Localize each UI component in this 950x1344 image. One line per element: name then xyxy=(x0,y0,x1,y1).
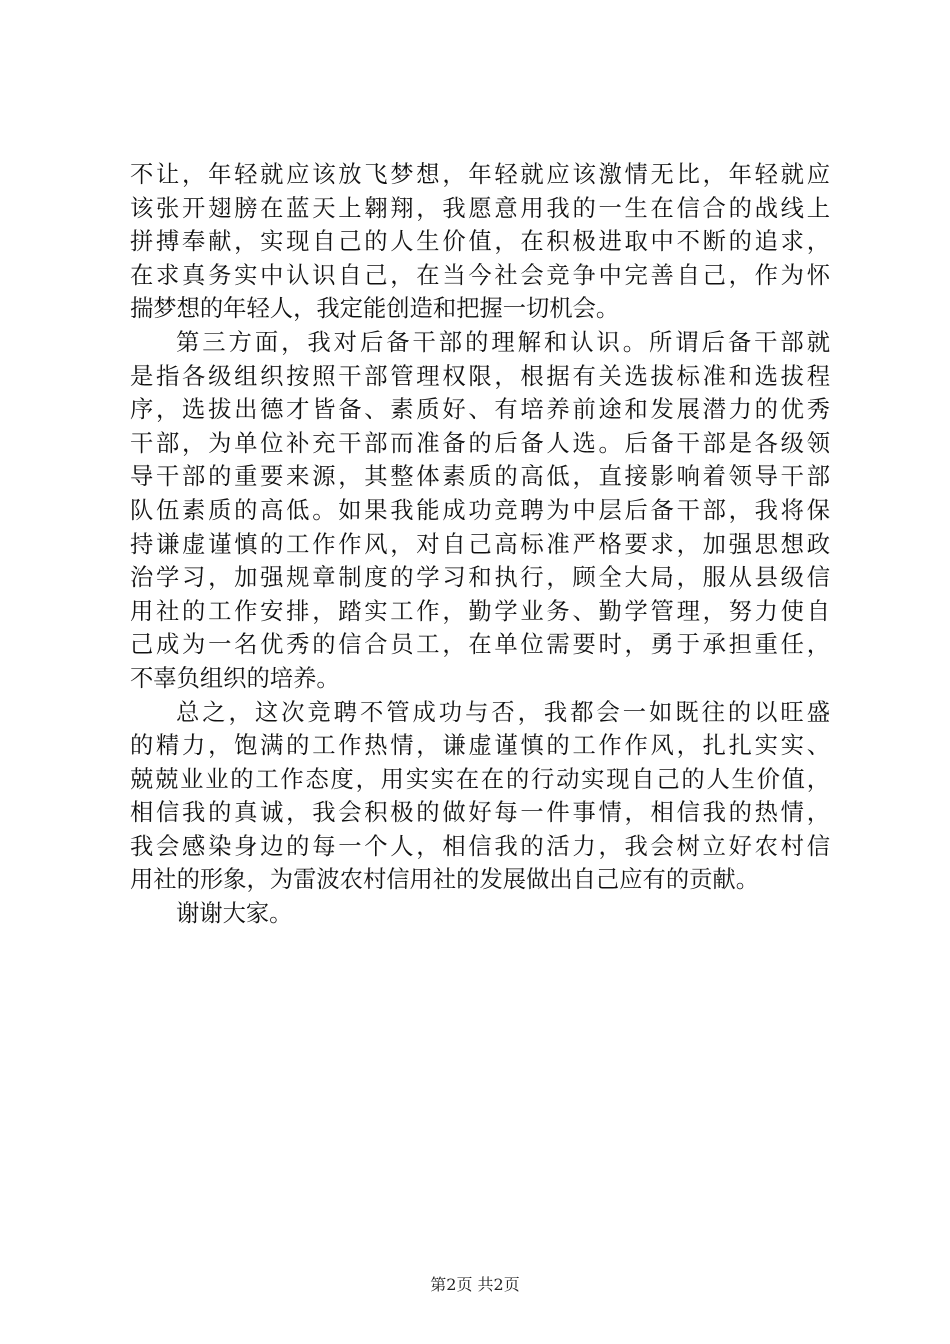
paragraph-start: 总之，这次竞聘不管成功与否，我都会一如既往的以旺盛 xyxy=(176,698,830,726)
page-footer: 第2页 共2页 xyxy=(430,1275,520,1294)
text-line: 兢兢业业的工作态度，用实实在在的行动实现自己的人生价值， xyxy=(130,765,830,793)
text-line: 该张开翅膀在蓝天上翱翔，我愿意用我的一生在信合的战线上 xyxy=(130,194,830,222)
text-line: 我会感染身边的每一个人，相信我的活力，我会树立好农村信 xyxy=(130,832,830,860)
text-line: 序，选拔出德才皆备、素质好、有培养前途和发展潜力的优秀 xyxy=(130,396,830,424)
text-line: 队伍素质的高低。如果我能成功竞聘为中层后备干部，我将保 xyxy=(130,496,830,524)
text-line: 持谦虚谨慎的工作作风，对自己高标准严格要求，加强思想政 xyxy=(130,530,830,558)
text-line: 的精力，饱满的工作热情，谦虚谨慎的工作作风，扎扎实实、 xyxy=(130,732,830,760)
paragraph-start: 第三方面，我对后备干部的理解和认识。所谓后备干部就 xyxy=(176,328,830,356)
text-line: 用社的工作安排，踏实工作，勤学业务、勤学管理，努力使自 xyxy=(130,597,830,625)
text-line: 拼搏奉献，实现自己的人生价值，在积极进取中不断的追求， xyxy=(130,228,830,256)
text-line: 是指各级组织按照干部管理权限，根据有关选拔标准和选拔程 xyxy=(130,362,830,390)
text-line: 相信我的真诚，我会积极的做好每一件事情，相信我的热情， xyxy=(130,799,830,827)
text-line: 导干部的重要来源，其整体素质的高低，直接影响着领导干部 xyxy=(130,463,830,491)
paragraph-start: 谢谢大家。 xyxy=(176,900,293,928)
text-line: 用社的形象，为雷波农村信用社的发展做出自己应有的贡献。 xyxy=(130,866,760,894)
text-line: 在求真务实中认识自己，在当今社会竞争中完善自己，作为怀 xyxy=(130,261,830,289)
document-body xyxy=(130,158,830,931)
text-line: 干部，为单位补充干部而准备的后备人选。后备干部是各级领 xyxy=(130,429,830,457)
text-line: 不辜负组织的培养。 xyxy=(130,664,340,692)
text-line: 揣梦想的年轻人，我定能创造和把握一切机会。 xyxy=(130,295,620,323)
text-line: 不让，年轻就应该放飞梦想，年轻就应该激情无比，年轻就应 xyxy=(130,161,830,188)
text-line: 治学习，加强规章制度的学习和执行，顾全大局，服从县级信 xyxy=(130,564,830,592)
text-line: 己成为一名优秀的信合员工，在单位需要时，勇于承担重任， xyxy=(130,631,830,659)
